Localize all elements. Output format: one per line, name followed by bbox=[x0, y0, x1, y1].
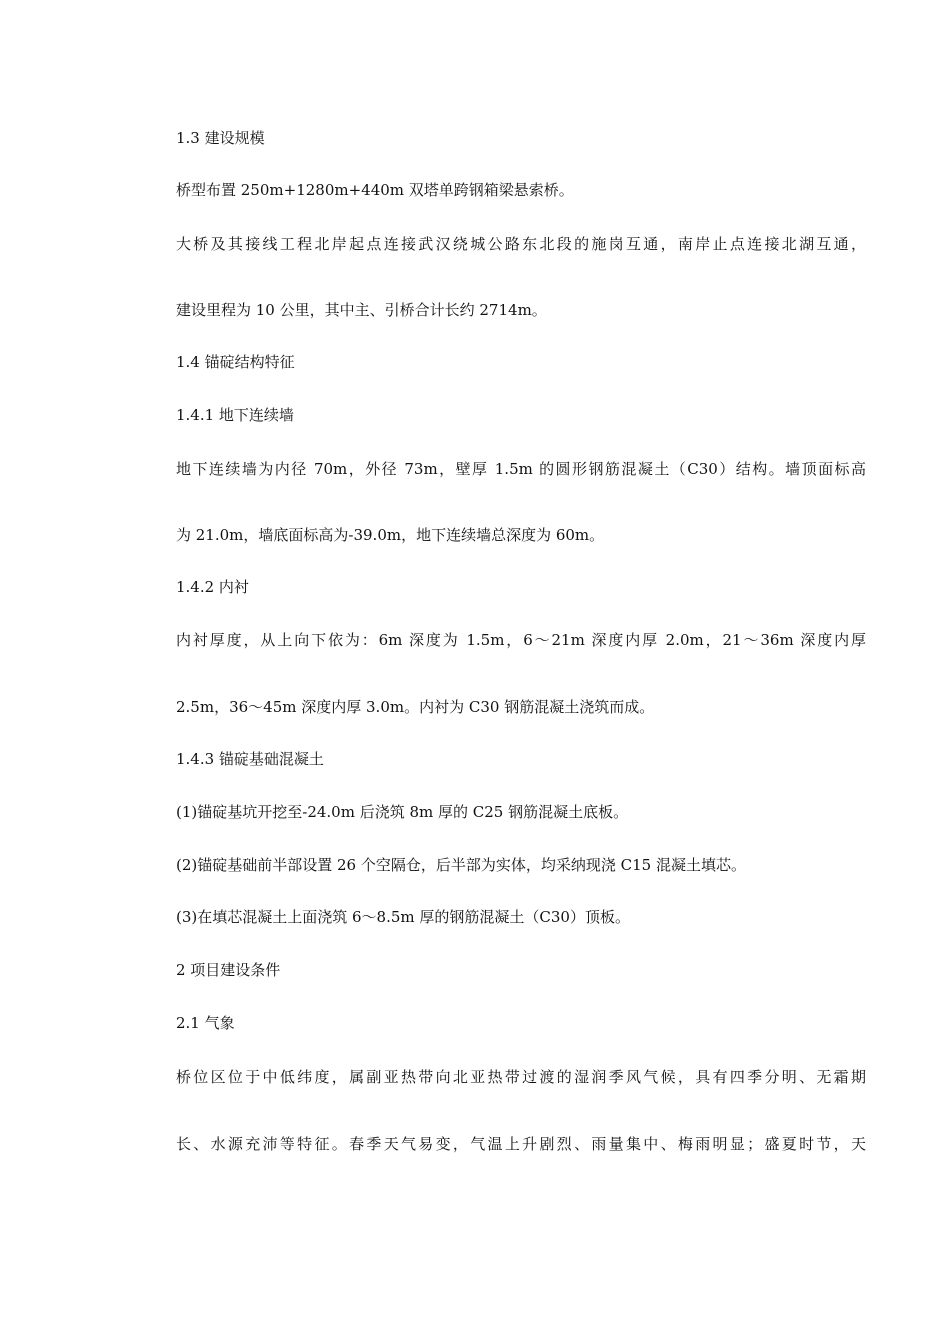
heading-1-4-1: 1.4.1 地下连续墙 bbox=[176, 406, 294, 424]
heading-1-4: 1.4 锚碇结构特征 bbox=[176, 353, 295, 371]
paragraph-line: 建设里程为 10 公里，其中主、引桥合计长约 2714m。 bbox=[176, 301, 547, 319]
paragraph-line: 长、水源充沛等特征。春季天气易变，气温上升剧烈、雨量集中、梅雨明显；盛夏时节，天 bbox=[176, 1135, 866, 1153]
paragraph-line: 桥位区位于中低纬度，属副亚热带向北亚热带过渡的湿润季风气候，具有四季分明、无霜期 bbox=[176, 1068, 866, 1086]
heading-2-1: 2.1 气象 bbox=[176, 1014, 235, 1032]
heading-1-4-3: 1.4.3 锚碇基础混凝土 bbox=[176, 750, 324, 768]
list-item: (1)锚碇基坑开挖至-24.0m 后浇筑 8m 厚的 C25 钢筋混凝土底板。 bbox=[176, 803, 629, 821]
paragraph-line: 地下连续墙为内径 70m，外径 73m，壁厚 1.5m 的圆形钢筋混凝土（C30）结构。墙顶面标高 bbox=[176, 460, 866, 478]
heading-2: 2 项目建设条件 bbox=[176, 961, 281, 979]
paragraph-line: 内衬厚度，从上向下依为：6m 深度为 1.5m，6～21m 深度内厚 2.0m，21～36m 深度内厚 bbox=[176, 631, 866, 649]
paragraph-line: 为 21.0m，墙底面标高为-39.0m，地下连续墙总深度为 60m。 bbox=[176, 526, 605, 544]
list-item: (3)在填芯混凝土上面浇筑 6～8.5m 厚的钢筋混凝土（C30）顶板。 bbox=[176, 908, 630, 926]
heading-1-4-2: 1.4.2 内衬 bbox=[176, 578, 249, 596]
list-item: (2)锚碇基础前半部设置 26 个空隔仓，后半部为实体，均采纳现浇 C15 混凝土填芯。 bbox=[176, 856, 746, 874]
heading-1-3: 1.3 建设规模 bbox=[176, 129, 265, 147]
paragraph-line: 大桥及其接线工程北岸起点连接武汉绕城公路东北段的施岗互通，南岸止点连接北湖互通， bbox=[176, 235, 866, 253]
paragraph-line: 2.5m，36～45m 深度内厚 3.0m。内衬为 C30 钢筋混凝土浇筑而成。 bbox=[176, 698, 655, 716]
paragraph-line: 桥型布置 250m+1280m+440m 双塔单跨钢箱梁悬索桥。 bbox=[176, 181, 574, 199]
